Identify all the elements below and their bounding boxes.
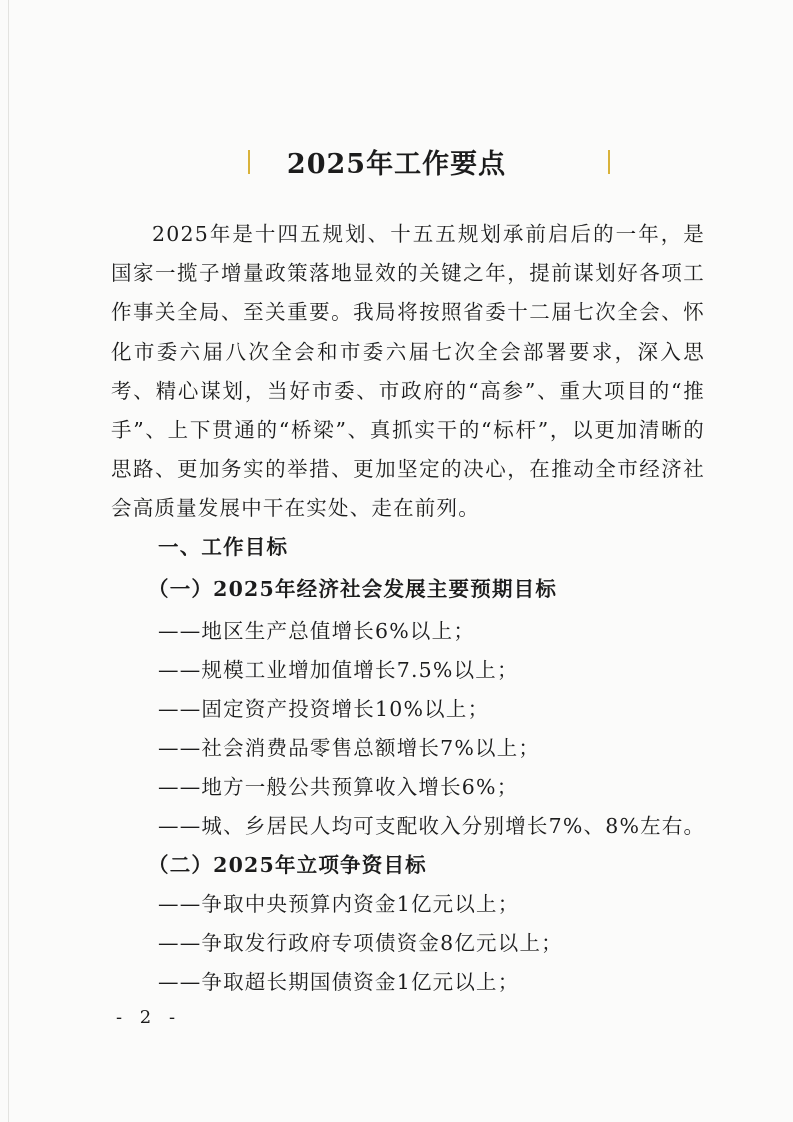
page-number: - 2 - [116,1007,182,1028]
funding-item-special-bonds: ——争取发行政府专项债资金8亿元以上； [158,931,563,955]
target-item-gdp: ——地区生产总值增长6%以上； [158,619,476,643]
document-title: 2025年工作要点 [286,149,507,180]
intro-paragraph: 2025年是十四五规划、十五五规划承前启后的一年，是国家一揽子增量政策落地显效的关键之年，提前谋划好各项工作事关全局、至关重要。我局将按照省委十二届七次全会、怀化市委六届八次全会和市委六届七次全会部署要求，深入思考、精心谋划，当好市委、市政府的“高参”、重大项目的“推手”、上下贯通的“桥梁”、真抓实干的“标杆”，以更加清晰的思路、更加务实的举措、更加坚定的决心，在推动全市经济社会高质量发展中干在实处、走在前列。 [111,222,705,521]
subsection-heading-funding-targets: （二）2025年立项争资目标 [148,853,427,877]
funding-item-treasury-bonds: ——争取超长期国债资金1亿元以上； [158,970,520,994]
target-item-industry: ——规模工业增加值增长7.5%以上； [158,658,519,682]
target-item-retail: ——社会消费品零售总额增长7%以上； [158,736,541,760]
target-item-income: ——城、乡居民人均可支配收入分别增长7%、8%左右。 [158,814,706,838]
section-heading-work-goals: 一、工作目标 [158,535,289,559]
target-item-budget-revenue: ——地方一般公共预算收入增长6%； [158,775,519,799]
subsection-heading-economic-targets: （一）2025年经济社会发展主要预期目标 [148,577,558,601]
funding-item-central-budget: ——争取中央预算内资金1亿元以上； [158,892,520,916]
target-item-investment: ——固定资产投资增长10%以上； [158,697,490,721]
